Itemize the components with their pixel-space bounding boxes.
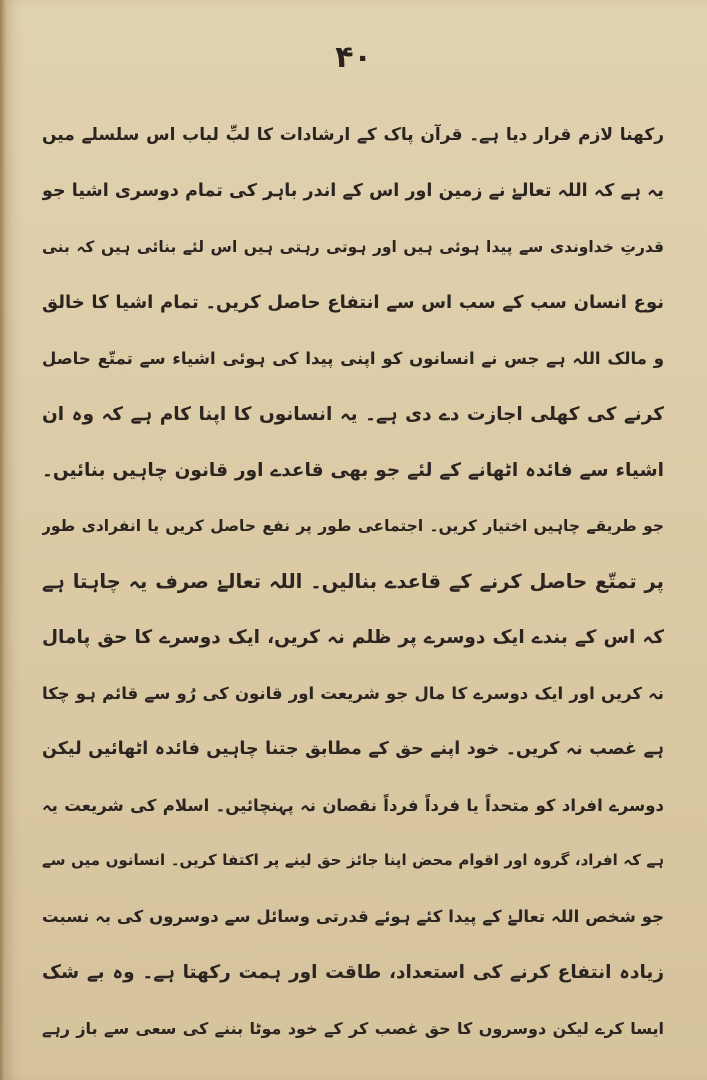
- text-line: اشیاء سے فائدہ اٹھانے کے لئے جو بھی قاعدے اور قانون چاہیں بنائیں۔: [42, 459, 664, 481]
- text-line: و مالک اللہ ہے جس نے انسانوں کو اپنی پیدا کی ہوئی اشیاء سے تمتّع حاصل: [42, 349, 664, 369]
- text-line: رکھنا لازم قرار دیا ہے۔ قرآن پاک کے ارشادات کا لبِّ لباب اس سلسلے میں: [42, 125, 664, 145]
- text-line: جو طریقے چاہیں اختیار کریں۔ اجتماعی طور پر نفع حاصل کریں یا انفرادی طور: [42, 516, 664, 535]
- urdu-body-text: [42, 108, 664, 1057]
- text-line: نوع انسان سب کے سب اس سے انتفاع حاصل کریں۔ تمام اشیا کا خالق: [42, 292, 664, 314]
- text-line: قدرتِ خداوندی سے پیدا ہوئی ہیں اور ہوتی رہتی ہیں اس لئے بنائی ہیں کہ بنی: [42, 237, 664, 256]
- text-line: پر تمتّع حاصل کرنے کے قاعدے بنالیں۔ اللہ تعالےٰ صرف یہ چاہتا ہے: [42, 570, 664, 594]
- text-line: دوسرے افراد کو متحداً یا فرداً فرداً نقصان نہ پہنچائیں۔ اسلام کی شریعت یہ: [42, 795, 664, 815]
- text-line: ایسا کرے لیکن دوسروں کا حق غصب کر کے خود موٹا بننے کی سعی سے باز رہے: [42, 1018, 664, 1038]
- page-number: ۴۰: [335, 40, 372, 75]
- text-line: ہے کہ افراد، گروہ اور اقوام محض اپنا جائز حق لینے پر اکتفا کریں۔ انسانوں میں سے: [42, 851, 664, 870]
- page-binding-edge: [0, 0, 6, 1080]
- text-line: ہے غصب نہ کریں۔ خود اپنے حق کے مطابق جتنا چاہیں فائدہ اٹھائیں لیکن: [42, 738, 664, 759]
- text-line: نہ کریں اور ایک دوسرے کا مال جو شریعت اور قانون کی رُو سے قائم ہو چکا: [42, 683, 664, 703]
- text-line: زیادہ انتفاع کرنے کی استعداد، طاقت اور ہمت رکھتا ہے۔ وہ بے شک: [42, 961, 664, 983]
- text-line: کہ اس کے بندے ایک دوسرے پر ظلم نہ کریں، ایک دوسرے کا حق پامال: [42, 627, 664, 649]
- text-line: کرنے کی کھلی اجازت دے دی ہے۔ یہ انسانوں کا اپنا کام ہے کہ وہ ان: [42, 403, 664, 425]
- text-line: جو شخص اللہ تعالےٰ کے پیدا کئے ہوئے قدرتی وسائل سے دوسروں کی بہ نسبت: [42, 907, 664, 927]
- text-line: یہ ہے کہ اللہ تعالےٰ نے زمین اور اس کے اندر باہر کی تمام دوسری اشیا جو: [42, 180, 664, 201]
